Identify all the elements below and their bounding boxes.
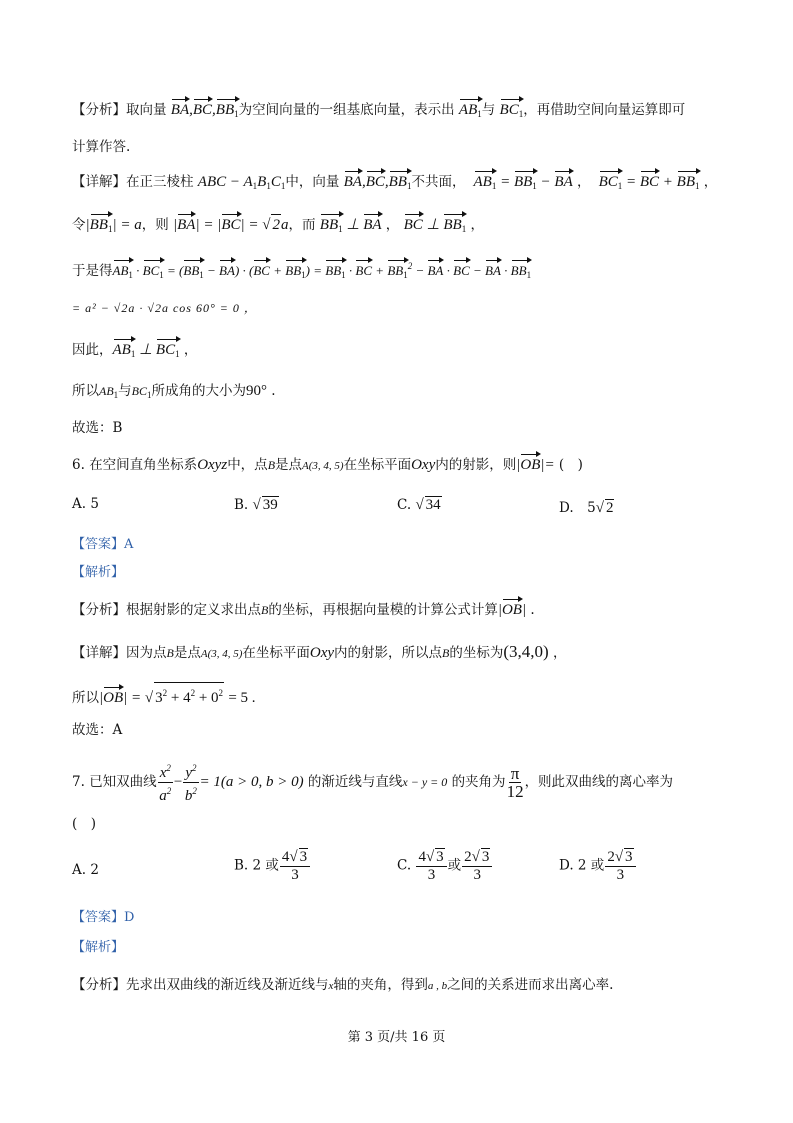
q5-detail-line2: 令$|BB_1| = a$，则 |BA| = |BC| = √ 2a，而 $BB_1$ ⊥ BA ， BC ⊥ $BB_1$ ， <box>72 214 484 239</box>
q6-answer: 故选：A <box>72 722 123 738</box>
q7-option-a: A. 2 <box>72 862 99 878</box>
q5-analysis-line2: 计算作答. <box>72 139 131 155</box>
q6-analysis: 【分析】根据射影的定义求出点B的坐标，再根据向量模的计算公式计算|OB| . <box>72 602 535 618</box>
q7-option-b: B. 2 或 $\frac{4√ 3}{3}$ <box>234 848 311 884</box>
q6-stem: 6. 在空间直角坐标系Oxyz中，点B是点A(3, 4, 5)在坐标平面Oxy内的射影，则|OB|= ( ) <box>72 457 583 473</box>
q6-option-c: C. √ 34 <box>397 497 441 513</box>
q6-detail: 【详解】因为点B是点A(3, 4, 5)在坐标平面Oxy内的射影，所以点B的坐标为(3,4,0) ， <box>72 642 567 661</box>
analysis-tag: 【分析】 <box>72 102 126 118</box>
q6-option-b: B. √ 39 <box>234 497 278 513</box>
q7-answer-tag: 【答案】D <box>72 910 135 925</box>
q6-jiexi-tag: 【解析】 <box>72 565 125 580</box>
q6-so: 所以|OB| = √ $3^2 + 4^2 + 0^2 = 5$ . <box>72 682 256 708</box>
q5-conclusion: 所以$AB_1$与$BC_1$所成角的大小为90° . <box>72 383 276 400</box>
q7-paren: ( ) <box>72 816 97 832</box>
q7-option-d: D. 2 或 $\frac{2√ 3}{3}$ <box>559 848 637 884</box>
q7-analysis: 【分析】先求出双曲线的渐近线及渐近线与x轴的夹角，得到a , b之间的关系进而求出离心率. <box>72 977 614 993</box>
q5-therefore: 因此，$AB_1$ ⊥ $BC_1$ ， <box>72 340 197 364</box>
q7-option-c: C. $\frac{4√ 3}{3}$ 或 $\frac{2√ 3}{3}$ <box>397 848 493 884</box>
q5-detail-line4: = a² − √2a · √2a cos 60° = 0 ， <box>72 301 257 315</box>
page-footer: 第 3 页/共 16 页 <box>347 1030 446 1045</box>
q6-option-d: D. 5√ 2 <box>559 500 614 516</box>
q7-jiexi-tag: 【解析】 <box>72 940 125 955</box>
q5-answer: 故选：B <box>72 420 123 436</box>
q5-analysis-line1: 【分析】取向量 $BA,BC,BB_1$为空间向量的一组基底向量，表示出 $AB_1$与 $BC_1$，再借助空间向量运算即可 <box>72 100 685 124</box>
q6-option-a: A. 5 <box>72 496 99 512</box>
q6-answer-tag: 【答案】A <box>72 537 134 552</box>
q7-stem: 7. 已知双曲线 $\frac{x^2}{a^2}$ − $\frac{y^2}{b^2}$ = 1(a > 0, b > 0) 的渐近线与直线x − y = 0 的夹角为 $\frac{\pi}{12}$ ，则此双曲线的离心率为 <box>72 760 673 805</box>
q5-detail-line3: 于是得$AB_1 \cdot BC_1 = (BB_1 - BA) \cdot (BC + BB_1) = BB_1$ · BC + $BB_1^2$ − BA · BC − BA · $BB_1$ <box>72 256 531 285</box>
q5-detail-line1: 【详解】在正三棱柱 ABC − $A_1B_1C_1$中，向量 $BA,BC,BB_1$不共面， $AB_1 = BB_1$ − BA ， $BC_1$ = BC + $BB_1$ ， <box>72 172 717 196</box>
